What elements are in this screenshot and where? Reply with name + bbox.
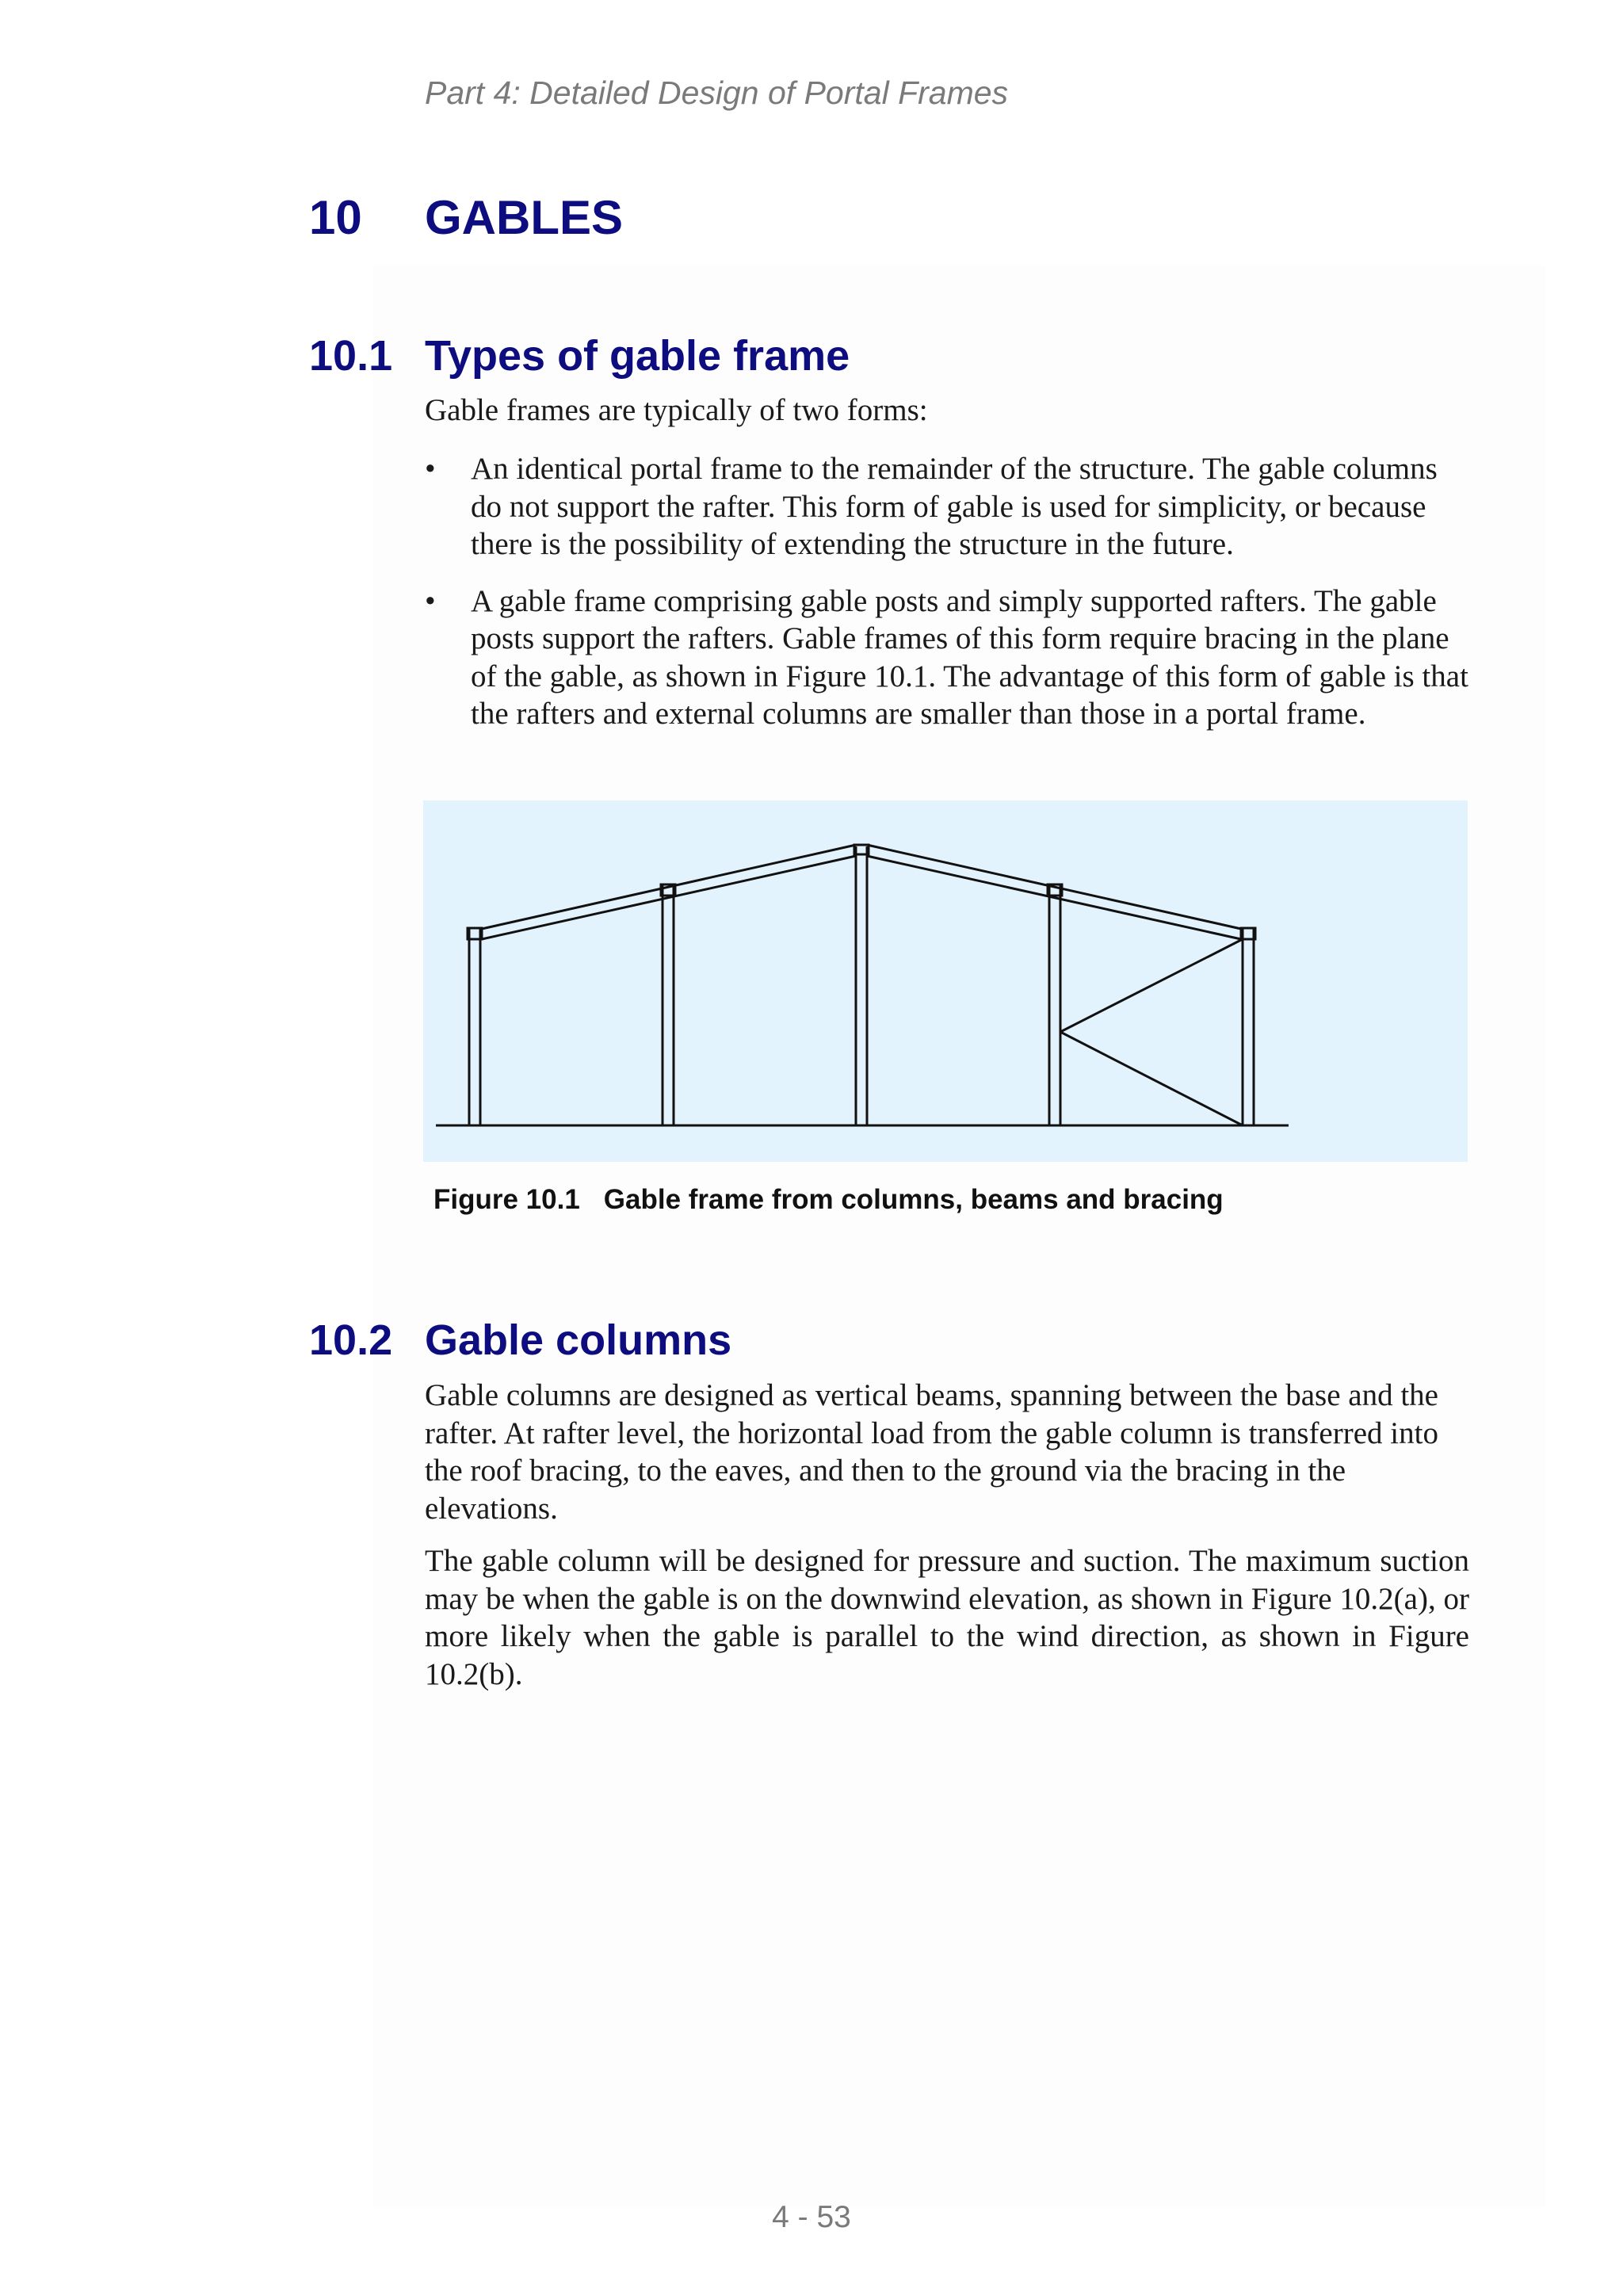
section-number: 10.1	[309, 332, 393, 380]
chapter-number: 10	[309, 191, 362, 244]
bullet-icon: •	[425, 583, 436, 618]
gable-column-2	[661, 884, 675, 1125]
list-item-text: An identical portal frame to the remainder of the structure. The gable columns do not support the rafter. This form of gable is used for simplicity, or because there is the possibility of extending the structure in the future.	[471, 452, 1438, 561]
gable-column-3	[854, 845, 869, 1125]
gable-column-1	[468, 928, 482, 1125]
figure-label: Figure 10.1	[433, 1184, 580, 1215]
section-title: Gable columns	[425, 1316, 732, 1364]
rafter-right	[867, 845, 1241, 939]
gable-column-4	[1048, 884, 1062, 1125]
list-item	[425, 583, 1469, 733]
bullet-icon: •	[425, 452, 436, 486]
rafter-left	[482, 845, 856, 939]
gable-frame-diagram	[423, 800, 1468, 1162]
running-header: Part 4: Detailed Design of Portal Frames	[425, 74, 1009, 111]
gable-column-5	[1241, 928, 1255, 1125]
chapter-title: GABLES	[425, 191, 624, 244]
body-paragraph: Gable columns are designed as vertical beams, spanning between the base and the rafter. At rafter level, the horizontal load from the gable column is transferred into the roof bracing, to the eaves, and then to the ground via the bracing in the elevations.	[425, 1378, 1438, 1526]
list-item	[425, 450, 1469, 563]
frame-lines	[436, 845, 1289, 1125]
section-intro: Gable frames are typically of two forms:	[425, 393, 928, 427]
section-title: Types of gable frame	[425, 332, 850, 380]
list-item-text: A gable frame comprising gable posts and simply supported rafters. The gable posts support the rafters. Gable frames of this form require bracing in the plane of the gable, as shown in Figure 10.1. The advantage of this form of gable is that the rafters and external columns are smaller than those in a portal frame.	[471, 583, 1468, 731]
figure-gable-frame	[423, 800, 1468, 1162]
bracing	[1060, 939, 1243, 1125]
section-number: 10.2	[309, 1316, 393, 1364]
body-paragraph: The gable column will be designed for pressure and suction. The maximum suction may be when the gable is on the downwind elevation, as shown in Figure 10.2(a), or more likely when the gable is parallel to the wind direction, as shown in Figure 10.2(b).	[425, 1544, 1469, 1691]
figure-caption-text: Gable frame from columns, beams and bracing	[603, 1184, 1224, 1215]
bullet-list	[425, 450, 1469, 752]
page-number: 4 - 53	[772, 2200, 851, 2234]
figure-caption	[433, 1184, 1224, 1216]
